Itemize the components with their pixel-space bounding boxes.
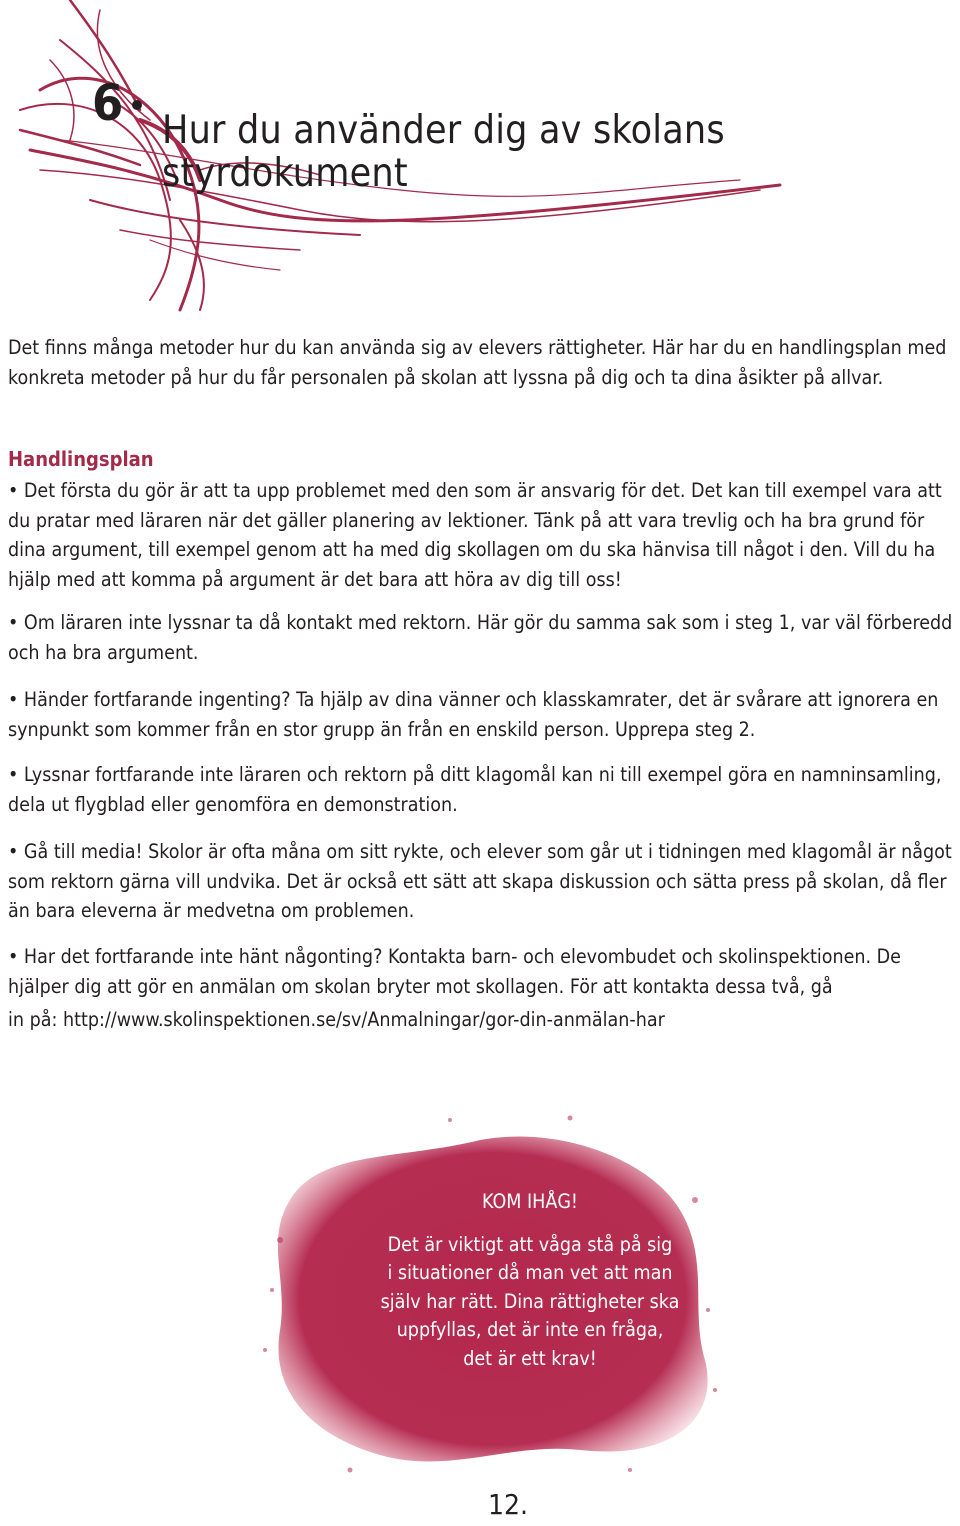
list-item: • Det första du gör är att ta upp problemet med den som är ansvarig för det. Det kan till exempel vara att du pratar med läraren när det gäller planering av lektioner. Tänk på att vara trevlig och ha bra grund för dina argument, till exempel genom att ha med dig skollagen om du ska hänvisa till något i den. Vill du ha hjälp med att komma på argument är det bara att höra av dig till oss! bbox=[8, 479, 942, 591]
callout-line: uppfyllas, det är inte en fråga, bbox=[396, 1318, 664, 1341]
list-item: • Händer fortfarande ingenting? Ta hjälp av dina vänner och klasskamrater, det är svårare att ignorera en synpunkt som kommer från en stor grupp än från en enskild person. Upprepa steg 2. bbox=[8, 688, 939, 741]
page-number: 12. bbox=[488, 1488, 529, 1521]
callout-box bbox=[340, 1188, 720, 1373]
chapter-dot bbox=[132, 100, 142, 110]
callout-title: KOM IHÅG! bbox=[482, 1190, 578, 1213]
list-item: • Lyssnar fortfarande inte läraren och rektorn på ditt klagomål kan ni till exempel göra en namninsamling, dela ut flygblad eller genomföra en demonstration. bbox=[8, 763, 942, 816]
callout-line: Det är viktigt att våga stå på sig bbox=[387, 1232, 673, 1256]
list-item: • Gå till media! Skolor är ofta måna om sitt rykte, och elever som går ut i tidningen med klagomål är något som rektorn gärna vill undvika. Det är också ett sätt att skapa diskussion och sätta press på skolan, då fler än bara eleverna är medvetna om problemen. bbox=[8, 840, 952, 922]
link-line bbox=[8, 1008, 665, 1031]
callout-line: i situationer då man vet att man bbox=[387, 1261, 673, 1284]
callout-line: det är ett krav! bbox=[463, 1346, 597, 1370]
chapter-number: 6 bbox=[92, 74, 124, 132]
section-heading: Handlingsplan bbox=[8, 447, 154, 471]
intro-paragraph: Det finns många metoder hur du kan använda sig av elevers rättigheter. Här har du en handlingsplan med konkreta metoder på hur du får personalen på skolan att lyssna på dig och ta dina åsikter på allvar. bbox=[8, 336, 947, 389]
callout-line: själv har rätt. Dina rättigheter ska bbox=[380, 1289, 680, 1313]
list-item: • Om läraren inte lyssnar ta då kontakt med rektorn. Här gör du samma sak som i steg 1, var väl förberedd och ha bra argument. bbox=[8, 611, 953, 664]
chapter-title: Hur du använder dig av skolans styrdokument bbox=[162, 108, 725, 196]
skolinspektionen-link[interactable]: http://www.skolinspektionen.se/sv/Anmalningar/gor-din-anmälan-har bbox=[62, 1008, 665, 1031]
list-item: • Har det fortfarande inte hänt någonting? Kontakta barn- och elevombudet och skolinspektionen. De hjälper dig att gör en anmälan om skolan bryter mot skollagen. För att kontakta dessa två, gå bbox=[8, 945, 901, 998]
link-prefix: in på: bbox=[8, 1008, 63, 1031]
